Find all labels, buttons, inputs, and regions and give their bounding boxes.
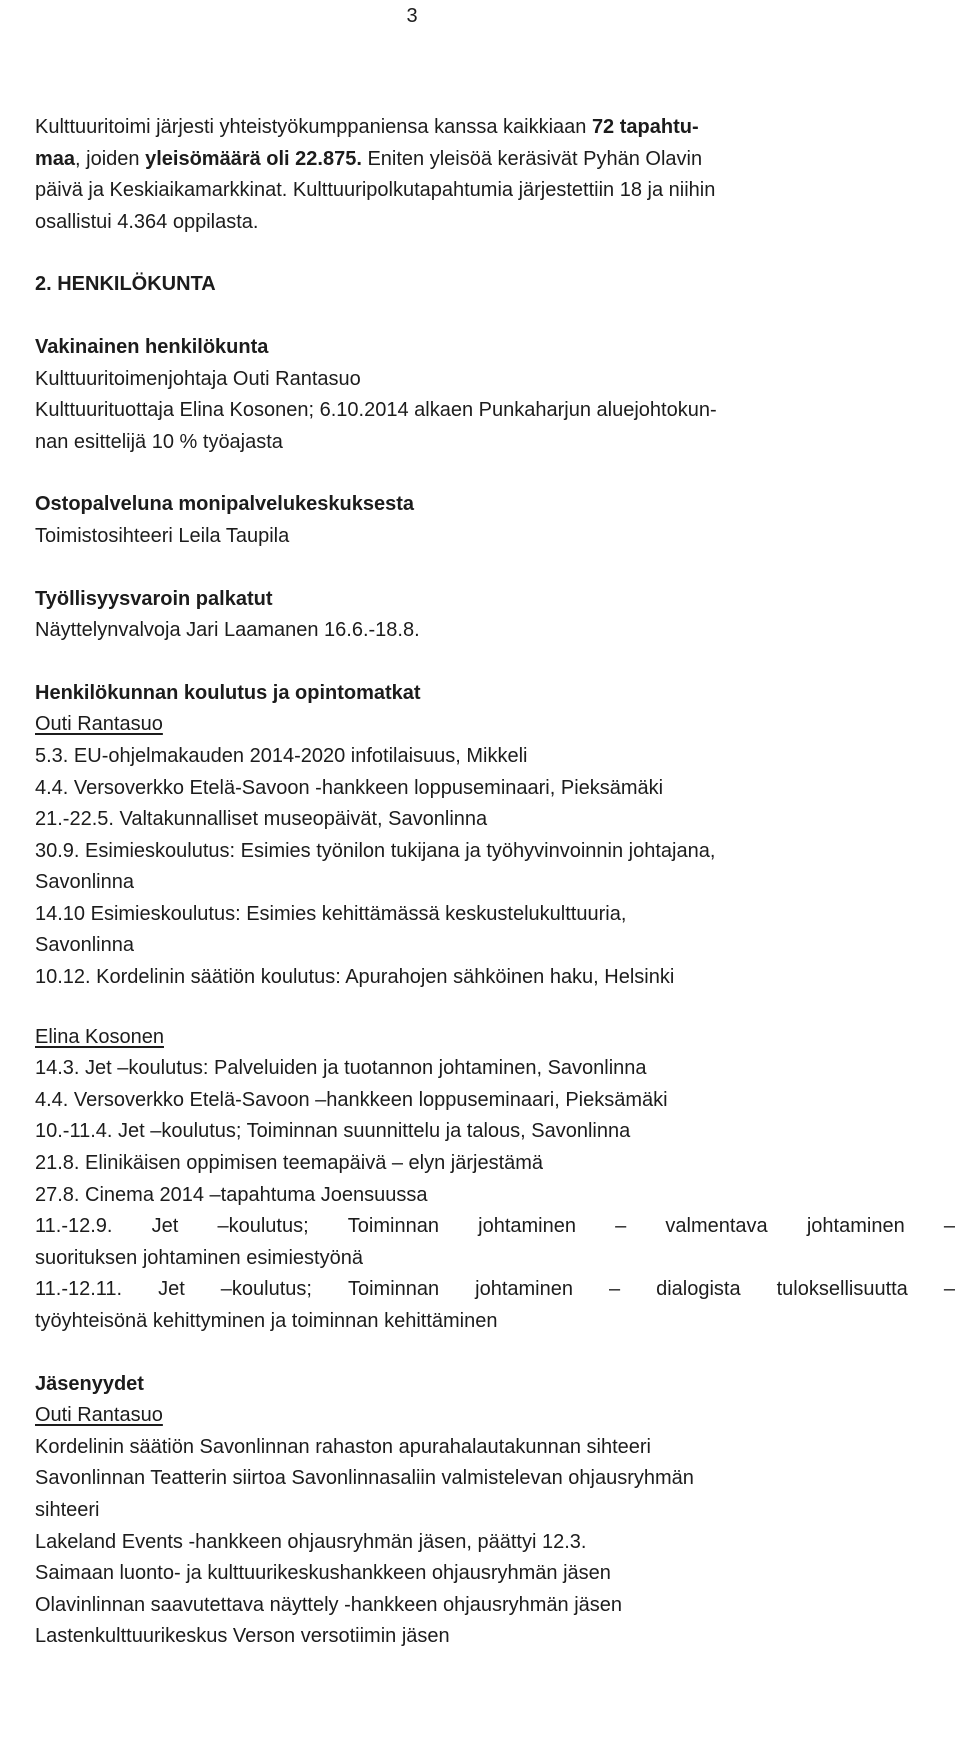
membership-item: Kordelinin säätiön Savonlinnan rahaston apurahalautakunnan sihteeri xyxy=(35,1435,651,1458)
page-content xyxy=(35,112,955,1653)
membership-item: Saimaan luonto- ja kulttuurikeskushankkeen ohjausryhmän jäsen xyxy=(35,1562,611,1585)
employment-funded-heading: Työllisyysvaroin palkatut xyxy=(35,587,273,610)
spacer xyxy=(35,301,955,332)
spacer xyxy=(35,1338,955,1369)
training-item: suorituksen johtaminen esimiestyönä xyxy=(35,1246,363,1269)
permanent-staff-heading: Vakinainen henkilökunta xyxy=(35,335,269,358)
training-item: 4.4. Versoverkko Etelä-Savoon –hankkeen loppuseminaari, Pieksämäki xyxy=(35,1088,668,1111)
training-item-justified xyxy=(35,1274,955,1306)
justified-word: Toiminnan xyxy=(347,1215,439,1238)
justified-word: 11.-12.11. xyxy=(35,1278,123,1301)
justified-word: –koulutus; xyxy=(220,1278,312,1301)
membership-person-name: Outi Rantasuo xyxy=(35,1404,163,1427)
intro-line-4: osallistui 4.364 oppilasta. xyxy=(35,210,259,233)
justified-word: dialogista xyxy=(656,1278,741,1301)
membership-item: Lastenkulttuurikeskus Verson versotiimin jäsen xyxy=(35,1625,450,1648)
permanent-staff-line: Kulttuuritoimenjohtaja Outi Rantasuo xyxy=(35,367,361,390)
section-heading: 2. HENKILÖKUNTA xyxy=(35,273,216,296)
membership-item: Lakeland Events -hankkeen ohjausryhmän jäsen, päättyi 12.3. xyxy=(35,1530,587,1553)
justified-word: – xyxy=(943,1215,955,1238)
justified-word: johtaminen xyxy=(806,1215,905,1238)
intro-line-3: päivä ja Keskiaikamarkkinat. Kulttuuripolkutapahtumia järjestettiin 18 ja niihin xyxy=(35,179,716,202)
justified-word: 11.-12.9. xyxy=(35,1215,113,1238)
spacer xyxy=(35,553,955,584)
training-item: 27.8. Cinema 2014 –tapahtuma Joensuussa xyxy=(35,1183,428,1206)
training-person-name: Outi Rantasuo xyxy=(35,713,163,736)
page-number: 3 xyxy=(406,5,418,27)
purchased-service-heading: Ostopalveluna monipalvelukeskuksesta xyxy=(35,493,415,516)
training-item: 4.4. Versoverkko Etelä-Savoon -hankkeen loppuseminaari, Pieksämäki xyxy=(35,776,664,799)
training-item: 10.12. Kordelinin säätiön koulutus: Apurahojen sähköinen haku, Helsinki xyxy=(35,966,675,989)
intro-text: Kulttuuritoimi järjesti yhteistyökumppaniensa kanssa kaikkiaan xyxy=(35,116,592,138)
training-item: Savonlinna xyxy=(35,871,134,894)
justified-word: Jet xyxy=(158,1278,185,1301)
spacer xyxy=(35,458,955,489)
spacer xyxy=(35,994,955,1022)
training-list-2 xyxy=(35,1053,955,1337)
justified-word: – xyxy=(608,1278,621,1301)
justified-word: johtaminen xyxy=(478,1215,576,1238)
intro-text: , joiden xyxy=(75,147,146,170)
training-heading: Henkilökunnan koulutus ja opintomatkat xyxy=(35,681,421,704)
spacer xyxy=(35,238,955,269)
justified-word: tuloksellisuutta xyxy=(776,1278,908,1301)
training-item: Savonlinna xyxy=(35,934,134,957)
justified-word: –koulutus; xyxy=(217,1215,309,1238)
justified-word: johtaminen xyxy=(475,1278,573,1301)
training-item: työyhteisönä kehittyminen ja toiminnan kehittäminen xyxy=(35,1310,498,1332)
training-item: 21.8. Elinikäisen oppimisen teemapäivä – elyn järjestämä xyxy=(35,1152,544,1175)
training-person-name: Elina Kosonen xyxy=(35,1025,164,1048)
justified-word: Jet xyxy=(151,1215,179,1238)
intro-line-2 xyxy=(35,144,955,176)
training-list-1 xyxy=(35,741,955,994)
training-item: 30.9. Esimieskoulutus: Esimies työnilon tukijana ja työhyvinvoinnin johtajana, xyxy=(35,839,716,862)
intro-line-1 xyxy=(35,112,955,144)
membership-item: Olavinlinnan saavutettava näyttely -hankkeen ohjausryhmän jäsen xyxy=(35,1593,623,1616)
intro-text: Eniten yleisöä keräsivät Pyhän Olavin xyxy=(361,147,703,170)
permanent-staff-line: Kulttuurituottaja Elina Kosonen; 6.10.2014 alkaen Punkaharjun aluejohtokun- xyxy=(35,399,717,422)
intro-bold-text: maa xyxy=(35,147,76,170)
permanent-staff-line: nan esittelijä 10 % työajasta xyxy=(35,430,283,453)
justified-word: – xyxy=(615,1215,627,1238)
justified-word: valmentava xyxy=(665,1215,768,1238)
purchased-service-line: Toimistosihteeri Leila Taupila xyxy=(35,524,290,547)
training-item: 21.-22.5. Valtakunnalliset museopäivät, Savonlinna xyxy=(35,808,488,831)
intro-bold-text: yleisömäärä oli 22.875. xyxy=(145,147,362,170)
memberships-heading: Jäsenyydet xyxy=(35,1372,144,1395)
justified-word: Toiminnan xyxy=(347,1278,440,1301)
membership-list xyxy=(35,1432,955,1653)
intro-bold-text: 72 tapahtu- xyxy=(591,116,699,138)
intro-paragraph xyxy=(35,112,955,238)
spacer xyxy=(35,647,955,678)
employment-funded-line: Näyttelynvalvoja Jari Laamanen 16.6.-18.8. xyxy=(35,619,420,642)
training-item: 14.10 Esimieskoulutus: Esimies kehittämässä keskustelukulttuuria, xyxy=(35,902,627,925)
justified-word: – xyxy=(943,1278,955,1301)
training-item: 10.-11.4. Jet –koulutus; Toiminnan suunnittelu ja talous, Savonlinna xyxy=(35,1120,631,1143)
training-item: 14.3. Jet –koulutus: Palveluiden ja tuotannon johtaminen, Savonlinna xyxy=(35,1057,647,1080)
training-item: 5.3. EU-ohjelmakauden 2014-2020 infotilaisuus, Mikkeli xyxy=(35,744,528,767)
membership-item: sihteeri xyxy=(35,1498,100,1521)
membership-item: Savonlinnan Teatterin siirtoa Savonlinnasaliin valmistelevan ohjausryhmän xyxy=(35,1467,694,1490)
training-item-justified xyxy=(35,1211,955,1243)
